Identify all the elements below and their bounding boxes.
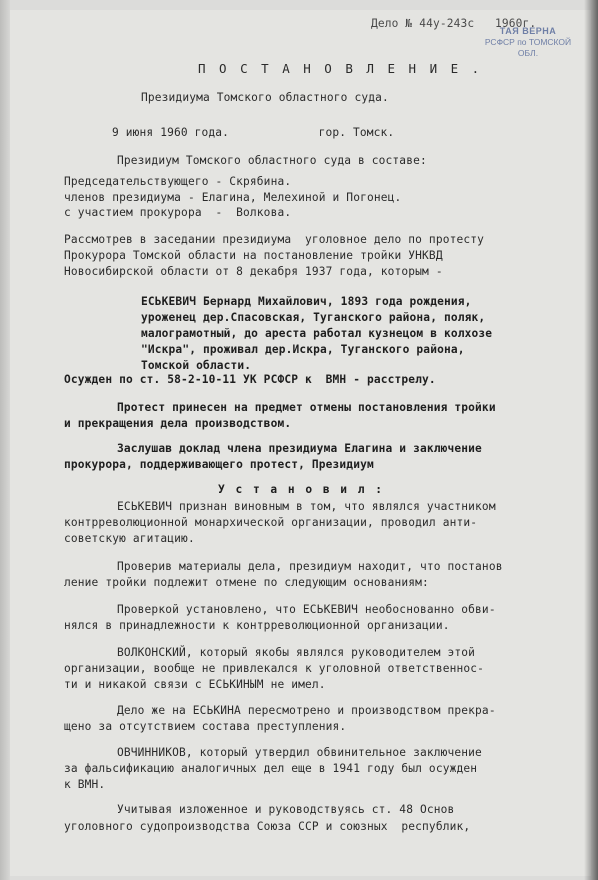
considered-line-1: Рассмотрев в заседании президиума уголовное дело по протесту: [64, 233, 485, 246]
defendant-line-1: ЕСЬКЕВИЧ Бернард Михайлович, 1893 года рождения,: [141, 295, 472, 308]
review-line-1: Проверив материалы дела, президиум находит, что постанов: [117, 560, 503, 573]
closing-line-2: уголовного судопроизводства Союза ССР и союзных республик,: [64, 820, 471, 833]
defendant-line-2: уроженец дер.Спасовская, Туганского района, поляк,: [141, 311, 486, 324]
date-line: 9 июня 1960 года. гор. Томск.: [112, 126, 395, 139]
stamp-line-1: ТАЯ ВЕРНА: [499, 26, 557, 36]
document-subtitle: Президиума Томского областного суда.: [141, 91, 389, 104]
case-number: Дело № 44у-243с 1960г.: [371, 17, 537, 30]
finding1-line-1: Проверкой установлено, что ЕСЬКЕВИЧ необоснованно обви-: [117, 603, 496, 616]
document-title: П О С Т А Н О В Л Е Н И Е .: [198, 61, 483, 76]
finding4-line-3: к ВМН.: [64, 778, 106, 791]
finding2-line-1: ВОЛКОНСКИЙ, который якобы являлся руководителем этой: [117, 646, 476, 659]
composition-line-2: Председательствующего - Скрябина.: [64, 175, 292, 188]
established-line-2: контрреволюционной монархической организации, проводил анти-: [64, 516, 478, 529]
finding2-line-2: организации, вообще не привлекался к уголовной ответственнос-: [64, 662, 485, 675]
finding1-line-2: нялся в принадлежности к контрреволюционной организации.: [64, 619, 450, 632]
composition-line-1: Президиум Томского областного суда в составе:: [117, 154, 427, 167]
composition-line-3: членов президиума - Елагина, Мелехиной и Погонец.: [64, 191, 402, 204]
finding4-line-1: ОВЧИННИКОВ, который утвердил обвинительное заключение: [117, 746, 482, 759]
established-line-1: ЕСЬКЕВИЧ признан виновным в том, что являлся участником: [117, 500, 496, 513]
binding-edge: [0, 0, 10, 880]
review-line-2: ление тройки подлежит отмене по следующим основаниям:: [64, 576, 429, 589]
protest-line-2: и прекращения дела производством.: [64, 417, 292, 430]
hearing-line-2: прокурора, поддерживающего протест, Президиум: [64, 458, 374, 471]
defendant-line-5: Томской области.: [141, 359, 252, 372]
considered-line-3: Новосибирской области от 8 декабря 1937 года, которым -: [64, 265, 443, 278]
composition-line-4: с участием прокурора - Волкова.: [64, 206, 292, 219]
sentence-line: Осужден по ст. 58-2-10-11 УК РСФСР к ВМН - расстрелу.: [64, 373, 436, 386]
defendant-line-3: малограмотный, до ареста работал кузнецом в колхозе: [141, 327, 493, 340]
archive-stamp: [480, 26, 576, 60]
considered-line-2: Прокурора Томской области на постановление тройки УНКВД: [64, 249, 443, 262]
finding4-line-2: за фальсификацию аналогичных дел еще в 1941 году был осужден: [64, 762, 478, 775]
finding3-line-1: Дело же на ЕСЬКИНА пересмотрено и производством прекра-: [117, 704, 496, 717]
finding3-line-2: щено за отсутствием состава преступления.: [64, 720, 347, 733]
defendant-line-4: "Искра", проживал дер.Искра, Туганского района,: [141, 343, 465, 356]
protest-line-1: Протест принесен на предмет отмены постановления тройки: [117, 401, 496, 414]
hearing-line-1: Заслушав доклад члена президиума Елагина и заключение: [117, 442, 482, 455]
closing-line-1: Учитывая изложенное и руководствуясь ст. 48 Основ: [117, 803, 455, 816]
finding2-line-3: ти и никакой связи с ЕСЬКИНЫМ не имел.: [64, 678, 326, 691]
established-line-3: советскую агитацию.: [64, 532, 195, 545]
scan-edge-shadow: [584, 0, 598, 880]
established-heading: У с т а н о в и л :: [218, 483, 384, 496]
stamp-line-2: РСФСР по ТОМСКОЙ ОБЛ.: [484, 37, 572, 58]
